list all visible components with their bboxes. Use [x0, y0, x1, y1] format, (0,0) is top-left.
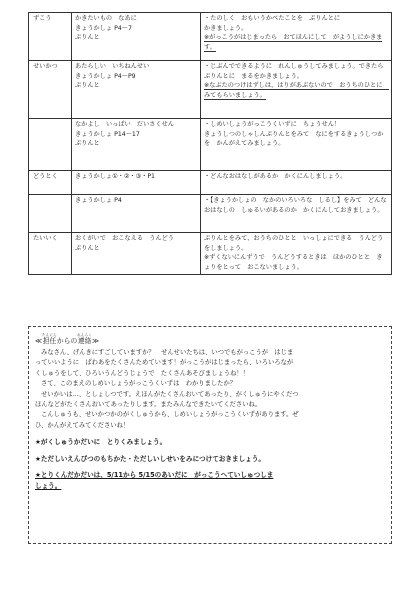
subject-cell: [29, 119, 72, 171]
table-row: [29, 233, 392, 275]
materials-cell: [72, 233, 201, 275]
materials-cell: [72, 13, 201, 61]
activity-cell: [201, 119, 392, 171]
material-line: ぷりんと: [75, 244, 100, 252]
message-line: さて、このまえのしめいしょうがっこうくいずは わかりましたか？: [41, 380, 237, 388]
message-line: こんしゅうも、せいかつかのがくしゅうから、しめいしょうがっこうくいずがあります。ぜ: [41, 411, 299, 419]
teacher-message-box: [28, 326, 392, 544]
title-kanji: 連絡: [77, 337, 92, 345]
materials-cell: [72, 195, 201, 233]
materials-cell: [72, 119, 201, 171]
table-row: [29, 195, 392, 233]
materials-cell: [72, 61, 201, 119]
subject-cell: [29, 195, 72, 233]
subject-label: ずこう: [33, 15, 52, 22]
task-item: ★ただしいえんぴつのもちかた・ただしいしせいをみにつけておきましょう。: [35, 454, 265, 463]
subject-cell: [29, 233, 72, 275]
title-bracket-open: ≪: [35, 337, 43, 345]
furigana: たんにん: [42, 333, 57, 337]
assignment-table: [28, 12, 392, 275]
title-middle: からの: [56, 337, 78, 345]
title-word-renraku: [77, 333, 92, 346]
subject-cell: [29, 171, 72, 195]
subject-label: たいいく: [33, 235, 58, 242]
material-line: ぷりんと: [75, 34, 100, 42]
activity-note: ※がっこうがはじまったら おてほんにして がようしにかきます。: [204, 34, 383, 51]
materials-cell: [72, 171, 201, 195]
message-line: ほんなどがたくさんおいてあったりします。またみんなできたいてくださいね。: [35, 401, 262, 409]
activity-line: きょうしつのしゃしんぷりんとをみて なにをするきょうしつかを かんがえてみましょう。: [204, 130, 384, 148]
activity-line: ・どんなおはなしがあるか かくにんしましょう。: [204, 173, 347, 180]
material-line: きょうかしょ①・②・③・P1: [75, 173, 155, 180]
material-line: きょうかしょ P14〜17: [75, 130, 140, 138]
material-line: ぷりんと: [75, 140, 100, 148]
activity-line: かきましょう。: [204, 24, 248, 32]
activity-cell: [201, 233, 392, 275]
message-line: っていいように ぱわあをたくさんためています！がっこうがはじまったら、いろいろなが: [35, 359, 294, 367]
subject-label: せいかつ: [33, 63, 58, 70]
activity-line: ・たのしく おもいうかべたことを ぷりんとに: [204, 15, 341, 22]
task-item: ★がくしゅうかだいに とりくみましょう。: [35, 438, 167, 447]
table-row: [29, 119, 392, 171]
title-bracket-close: ≫: [92, 337, 100, 345]
message-line: みなさん、げんきにすごしていますか？ せんせいたちは、いつでもがっこうが はじま: [41, 349, 294, 356]
activity-line: ぷりんとをみて、おうちのひとと いっしょにできる うんどうをしましょう。: [204, 235, 384, 252]
title-kanji: 担任: [42, 337, 57, 345]
activity-cell: [201, 61, 392, 119]
message-line: くしゅうをして、ひろいうんどうじょうで たくさんあそびましょうね！！: [35, 369, 249, 377]
material-line: きょうかしょ P4: [75, 197, 122, 204]
table-row: [29, 171, 392, 195]
subject-cell: [29, 61, 72, 119]
message-title: [35, 333, 385, 346]
activity-cell: [201, 13, 392, 61]
material-line: なかよし いっぱい だいさくせん: [75, 121, 174, 128]
material-line: きょうかしょ P4〜7: [75, 24, 132, 32]
material-line: かきたいもの なあに: [75, 15, 137, 22]
activity-line: ・【きょうかしょの なかのいろいろな しるし】をみて どんなおはなしの しゅるいがあるのか かくにんしておきましょう。: [204, 197, 387, 214]
message-line: せいかいは…、としょしつです。えほんがたくさんおいてあったり、がくしゅうにやくだつ: [41, 390, 299, 398]
title-word-tannin: [42, 333, 57, 346]
activity-note: ※なぶたのつけはずしは、はりがあぶないので おうちのひとに みてもらいましょう。: [204, 82, 389, 99]
material-line: おくがいで おこなえる うんどう: [75, 235, 174, 242]
activity-cell: [201, 195, 392, 233]
message-line: ひ、かんがえてみてくださいね！: [35, 421, 130, 429]
table-row: [29, 61, 392, 119]
deadline-item: ★とりくんだかだいは、5/11から 5/15のあいだに がっこうへていしゅつしま: [35, 471, 274, 480]
table-row: [29, 13, 392, 61]
activity-line: ・しめいしょうがっこうくいずに ちょうせん！: [204, 121, 341, 128]
activity-cell: [201, 171, 392, 195]
activity-line: ・じぶんでできるように れんしゅうしてみましょう。できたらぷりんとに まるをかきましょう。: [204, 63, 384, 80]
material-line: あたらしい いちねんせい: [75, 63, 150, 70]
material-line: ぷりんと: [75, 82, 100, 90]
subject-label: どうとく: [33, 173, 58, 180]
subject-cell: [29, 13, 72, 61]
deadline-item: しょう。: [35, 481, 62, 490]
furigana: れんらく: [77, 333, 93, 337]
activity-line: ※ずくないにんずうで うんどうするときは ほかのひとと きょりをとって おこないましょう。: [204, 254, 383, 271]
material-line: きょうかしょ P4〜P9: [75, 72, 136, 80]
